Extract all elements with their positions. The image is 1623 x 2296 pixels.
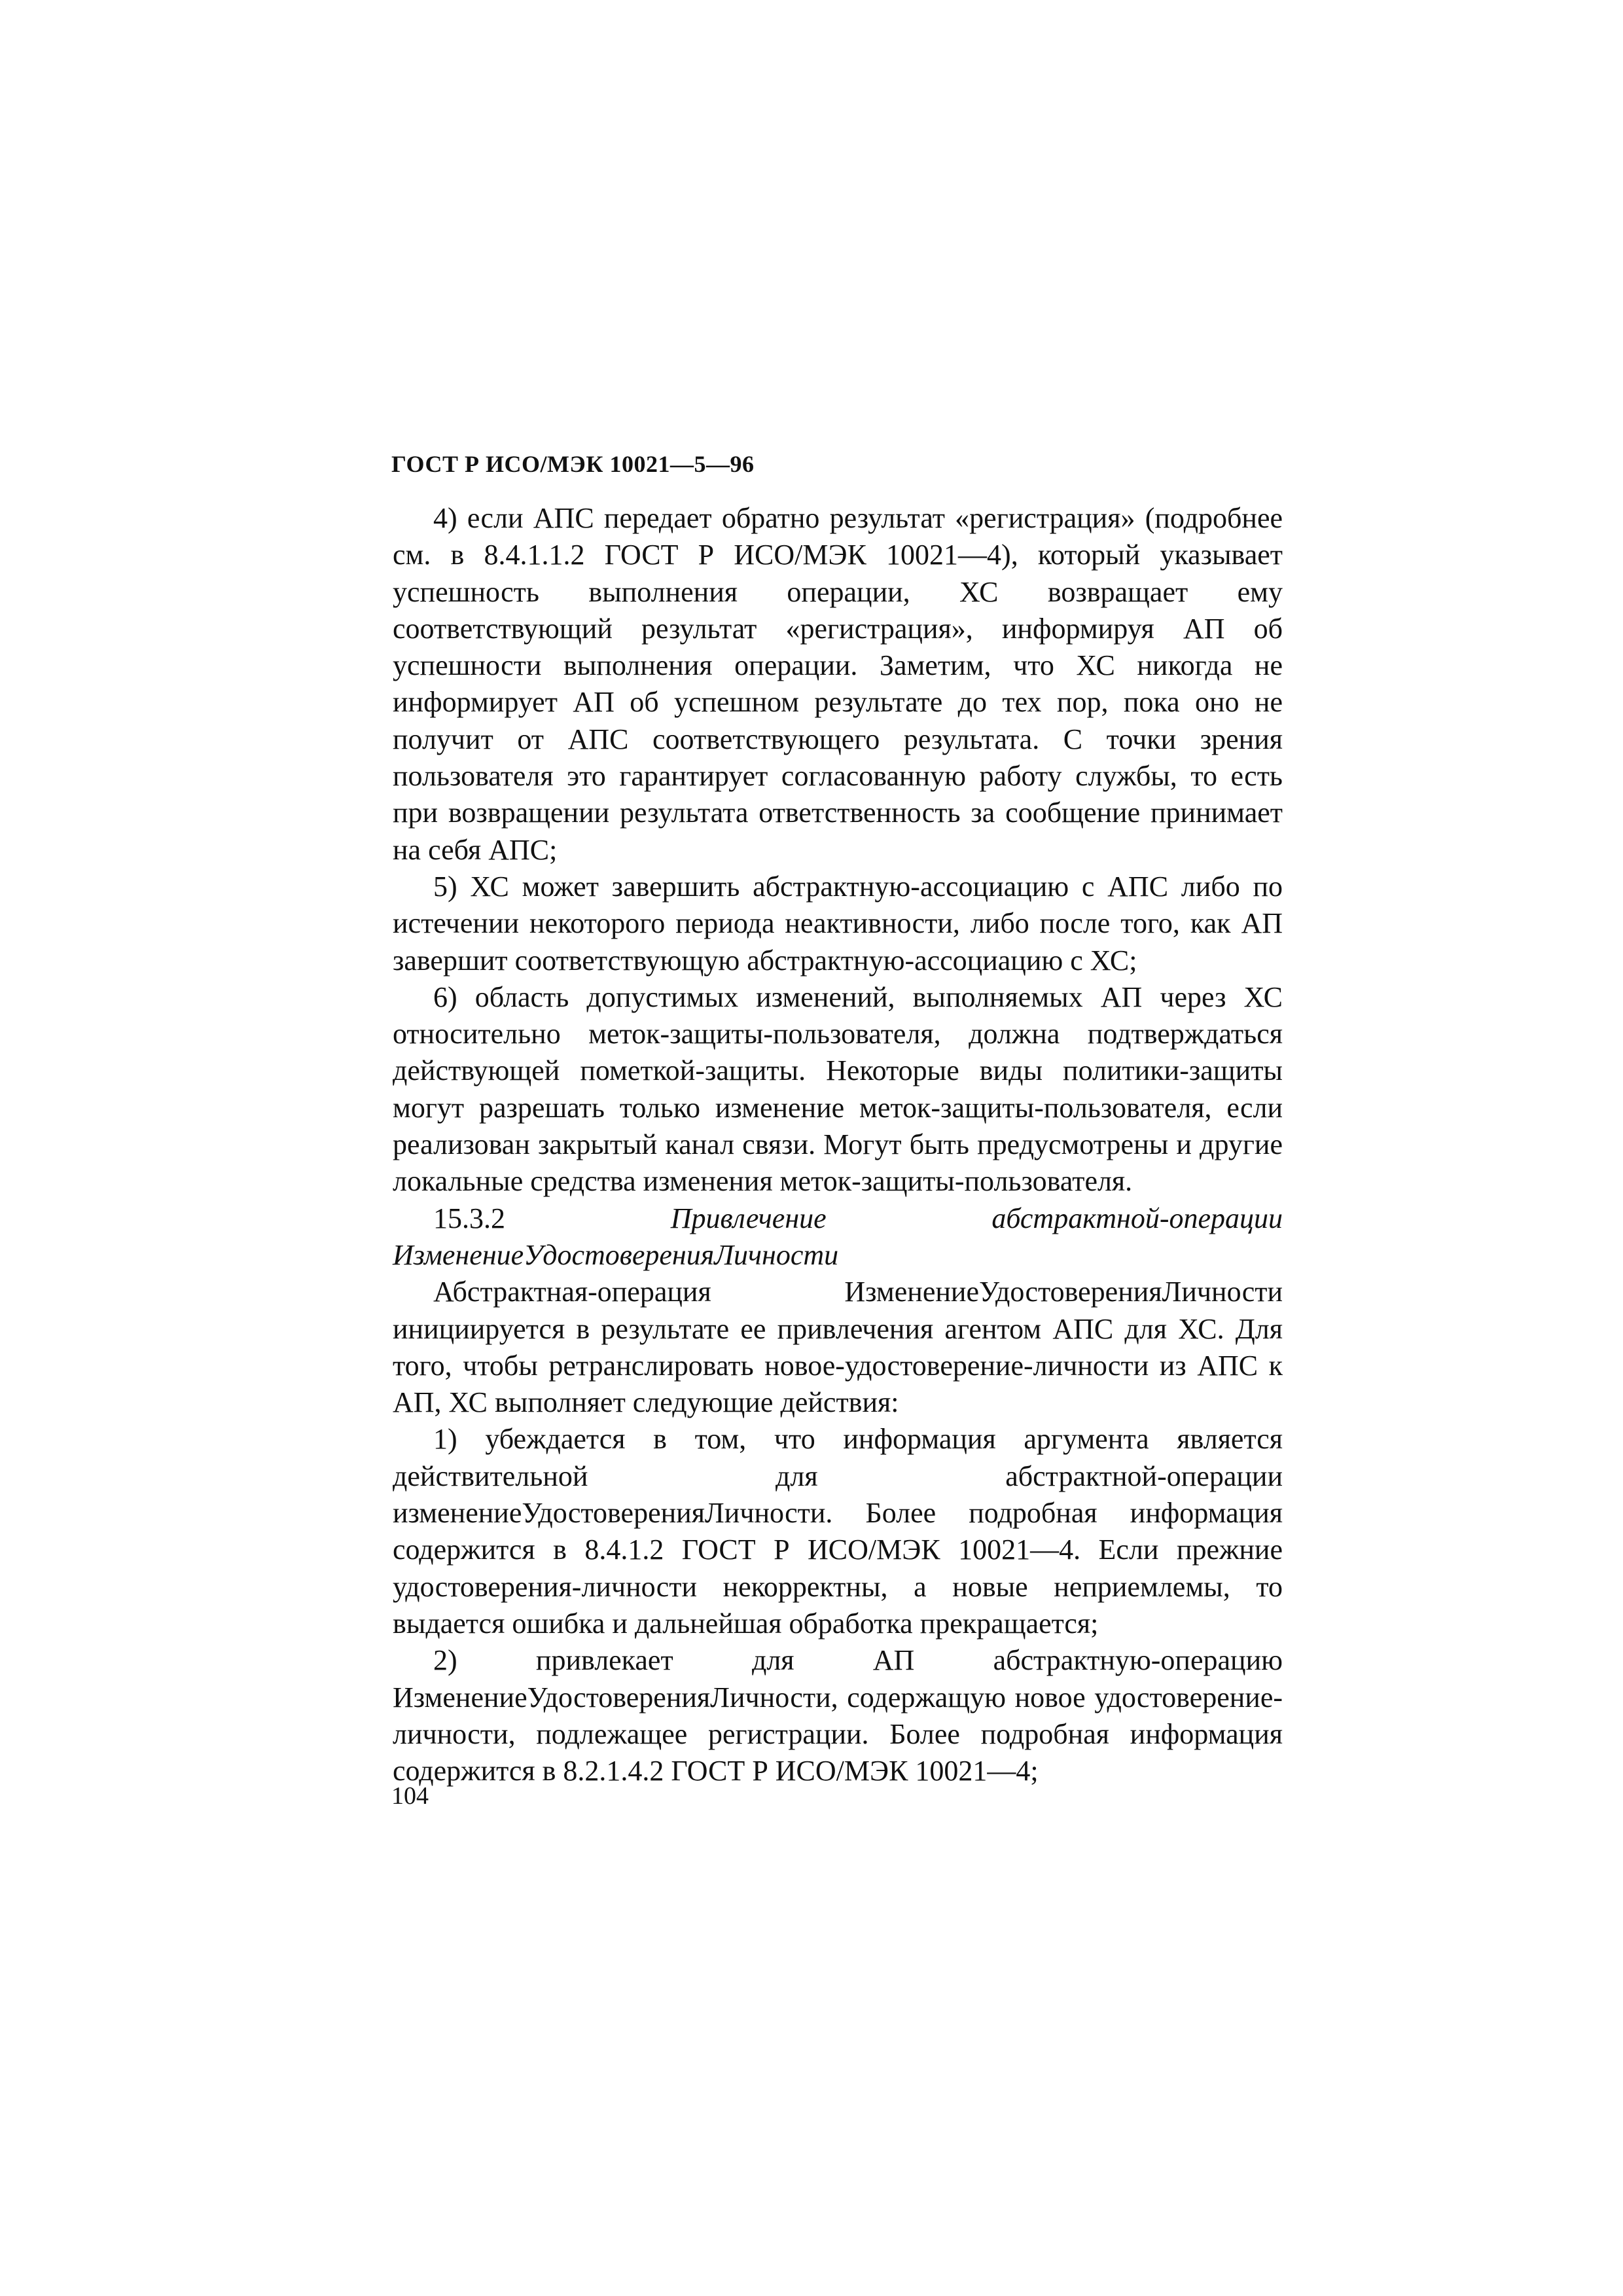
running-title: ГОСТ Р ИСО/МЭК 10021—5—96 — [391, 451, 755, 477]
list-item-4: 4) если АПС передает обратно результат «регистрация» (подробнее см. в 8.4.1.1.2 ГОСТ Р ИСО/МЭК 10021—4), который указывает успешность выполнения операции, ХС возвращает ему соответствующий результат «регистрация», информируя АП об успешности выполнения операции. Заметим, что ХС никогда не информирует АП об успешном результате до тех пор, пока оно не получит от АПС соответствующего результата. С точки зрения пользователя это гарантирует согласованную работу службы, то есть при возвращении результата ответственность за сообщение принимает на себя АПС; — [393, 502, 1283, 866]
step-item-1: 1) убеждается в том, что информация аргумента является действительной для абстрактной-операции изменениеУдостоверенияЛичности. Более подробная информация содержится в 8.4.1.2 ГОСТ Р ИСО/МЭК 10021—4. Если прежние удостоверения-личности некорректны, а новые неприемлемы, то выдается ошибка и дальнейшая обработка прекращается; — [393, 1423, 1283, 1640]
body-text — [393, 500, 1283, 1789]
page-number: 104 — [391, 1782, 429, 1810]
list-item-5: 5) ХС может завершить абстрактную-ассоциацию с АПС либо по истечении некоторого периода неактивности, либо после того, как АП завершит соответствующую абстрактную-ассоциацию с ХС; — [393, 870, 1283, 977]
section-number: 15.3.2 — [433, 1202, 505, 1234]
section-heading — [393, 1200, 1283, 1274]
section-title: Привлечение абстрактной-операции ИзменениеУдостоверенияЛичности — [393, 1202, 1283, 1271]
list-item-6: 6) область допустимых изменений, выполняемых АП через ХС относительно меток-защиты-пользователя, должна подтверждаться действующей пометкой-защиты. Некоторые виды политики-защиты могут разрешать только изменение меток-защиты-пользователя, если реализован закрытый канал связи. Могут быть предусмотрены и другие локальные средства изменения меток-защиты-пользователя. — [393, 980, 1283, 1198]
step-item-2: 2) привлекает для АП абстрактную-операцию ИзменениеУдостоверенияЛичности, содержащую новое удостоверение-личности, подлежащее регистрации. Более подробная информация содержится в 8.2.1.4.2 ГОСТ Р ИСО/МЭК 10021—4; — [393, 1644, 1283, 1787]
section-intro-paragraph: Абстрактная-операция ИзменениеУдостоверенияЛичности инициируется в результате ее привлечения агентом АПС для ХС. Для того, чтобы ретранслировать новое-удостоверение-личности из АПС к АП, ХС выполняет следующие действия: — [393, 1276, 1283, 1419]
